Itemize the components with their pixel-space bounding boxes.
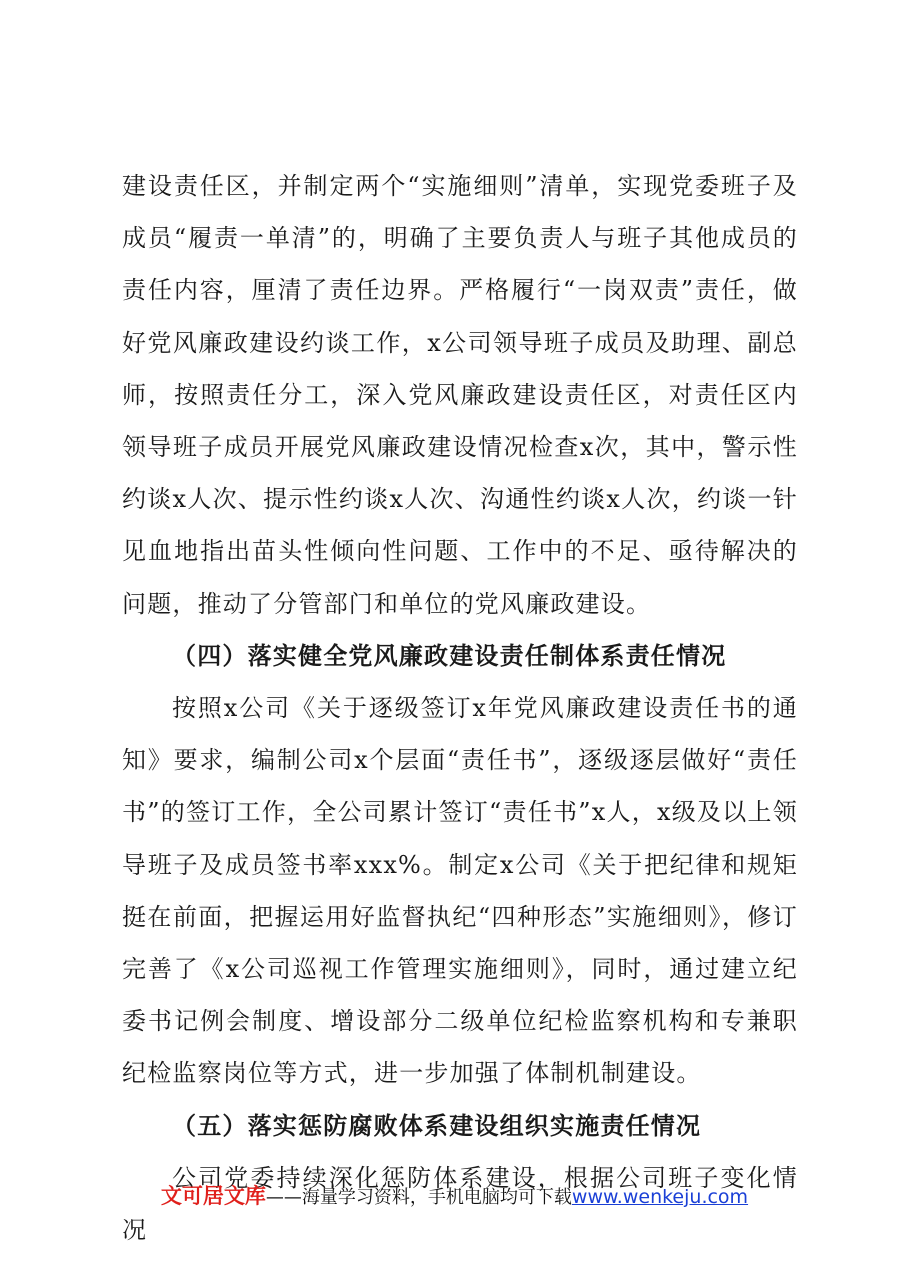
footer-banner (0, 1182, 909, 1212)
section-heading-5: （五）落实惩防腐败体系建设组织实施责任情况 (172, 1110, 702, 1140)
paragraph-3: 公司党委持续深化惩防体系建设，根据公司班子变化情况 (122, 1163, 798, 1245)
footer-brand: 文可居文库 (160, 1184, 266, 1208)
document-body (122, 160, 798, 1256)
paragraph-2: 按照x公司《关于逐级签订x年党风廉政建设责任书的通知》要求，编制公司x个层面“责任书”，逐级逐层做好“责任书”的签订工作，全公司累计签订“责任书”x人，x级及以上领导班子及成员签书率xxx%。制定x公司《关于把纪律和规矩挺在前面，把握运用好监督执纪“四种形态”实施细则》，修订完善了《x公司巡视工作管理实施细则》，同时，通过建立纪委书记例会制度、增设部分二级单位纪检监察机构和专兼职纪检监察岗位等方式，进一步加强了体制机制建设。 (122, 694, 798, 1088)
paragraph-1: 建设责任区，并制定两个“实施细则”清单，实现党委班子及成员“履责一单清”的，明确了主要负责人与班子其他成员的责任内容，厘清了责任边界。严格履行“一岗双责”责任，做好党风廉政建设约谈工作，x公司领导班子成员及助理、副总师，按照责任分工，深入党风廉政建设责任区，对责任区内领导班子成员开展党风廉政建设情况检查x次，其中，警示性约谈x人次、提示性约谈x人次、沟通性约谈x人次，约谈一针见血地指出苗头性倾向性问题、工作中的不足、亟待解决的问题，推动了分管部门和单位的党风廉政建设。 (122, 172, 798, 618)
footer-slogan: ——海量学习资料，手机电脑均可下载 (265, 1187, 572, 1208)
footer-url-link[interactable]: www.wenkeju.com (571, 1186, 749, 1208)
section-heading-4: （四）落实健全党风廉政建设责任制体系责任情况 (172, 640, 727, 670)
